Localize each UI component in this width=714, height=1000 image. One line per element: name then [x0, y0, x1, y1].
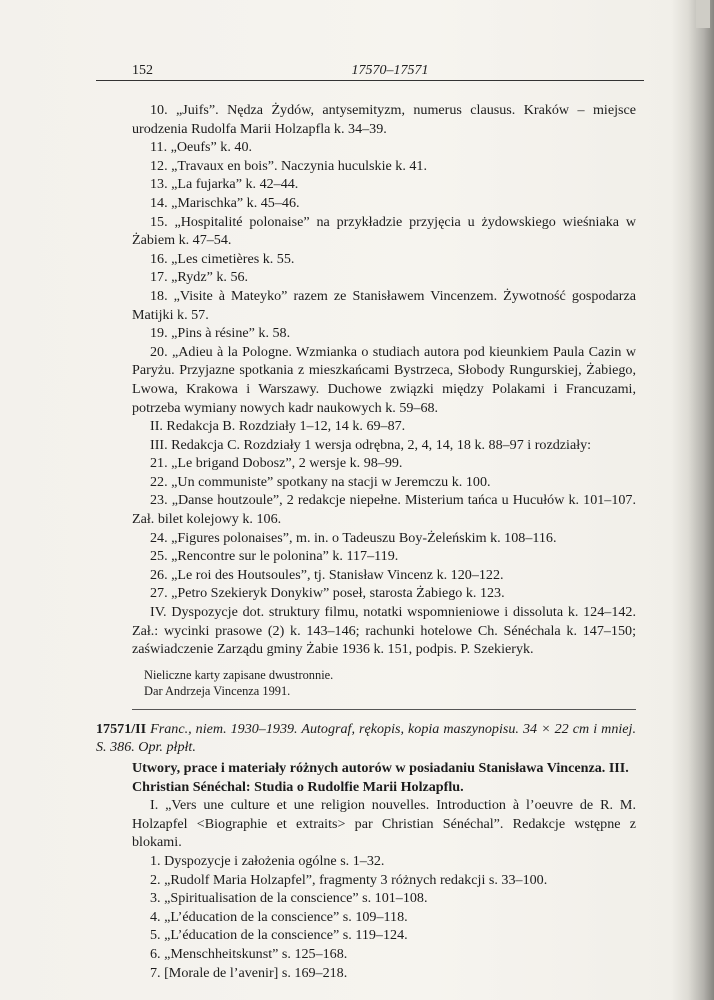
page-tab — [696, 0, 710, 28]
list-item: 22. „Un communiste” spotkany na stacji w Jeremczu k. 100. — [150, 473, 491, 490]
list-item: 16. „Les cimetières k. 55. — [150, 250, 295, 267]
list-item: 15. „Hospitalité polonaise” na przykładzie przyjęcia u żydowskiego wieśniaka w Żabiem k. 47–54. — [132, 213, 636, 249]
catalog-list-17570 — [132, 101, 636, 659]
entry-description: Franc., niem. 1930–1939. Autograf, rękopis, kopia maszynopisu. 34 × 22 cm i mniej. S. 386. Opr. płpłt. — [96, 720, 636, 756]
list-item: 23. „Danse houtzoule”, 2 redakcje niepełne. Misterium tańca u Hucułów k. 101–107. Zał. bilet kolejowy k. 106. — [132, 492, 636, 528]
notes — [144, 667, 636, 699]
list-item: 27. „Petro Szekieryk Donykiw” poseł, starosta Żabiego k. 123. — [150, 585, 505, 602]
entry-header — [96, 720, 636, 757]
entry-signature: 17571/II — [96, 720, 147, 737]
list-item: 1. Dyspozycje i założenia ogólne s. 1–32. — [150, 852, 385, 869]
document-page — [96, 58, 644, 982]
list-item: 24. „Figures polonaises”, m. in. o Tadeuszu Boy-Żeleńskim k. 108–116. — [150, 529, 557, 546]
list-item: 7. [Morale de l’avenir] s. 169–218. — [150, 964, 348, 981]
divider — [132, 709, 636, 710]
list-item: 2. „Rudolf Maria Holzapfel”, fragmenty 3 różnych redakcji s. 33–100. — [150, 871, 548, 888]
list-item: 11. „Oeufs” k. 40. — [150, 139, 253, 156]
list-item: III. Redakcja C. Rozdziały 1 wersja odrębna, 2, 4, 14, 18 k. 88–97 i rozdziały: — [150, 436, 592, 453]
catalog-list-17571 — [132, 852, 636, 982]
list-item: 21. „Le brigand Dobosz”, 2 wersje k. 98–99. — [150, 455, 403, 472]
list-item: 13. „La fujarka” k. 42–44. — [150, 176, 299, 193]
list-item: 5. „L’éducation de la conscience” s. 119–124. — [150, 927, 408, 944]
note-line: Nieliczne karty zapisane dwustronnie. — [144, 667, 334, 682]
list-item: 20. „Adieu à la Pologne. Wzmianka o studiach autora pod kieunkiem Paula Cazin w Paryżu. Przyjazne spotkania z mieszkańcami Bystrzeca, Słobody Rungurskiej, Żabiego, Lwowa, Krakowa i Warszawy. Duchowe związki między Polakami i Francuzami, potrzeba wymiany nowych kadr naukowych k. 59–68. — [132, 343, 636, 416]
signature-range: 17570–17571 — [351, 63, 429, 78]
list-item: 4. „L’éducation de la conscience” s. 109–118. — [150, 908, 408, 925]
list-item: 26. „Le roi des Houtsoules”, tj. Stanisław Vincenz k. 120–122. — [150, 566, 504, 583]
list-item: 25. „Rencontre sur le polonina” k. 117–119. — [150, 548, 399, 565]
list-item: 19. „Pins à résine” k. 58. — [150, 325, 291, 342]
catalog-body — [96, 101, 644, 982]
list-item: 18. „Visite à Mateyko” razem ze Stanisławem Vincenzem. Żywotność gospodarza Matijki k. 57. — [132, 287, 636, 323]
entry-subtitle: Christian Sénéchal: Studia o Rudolfie Marii Holzapflu. — [132, 778, 464, 795]
list-item: 14. „Marischka” k. 45–46. — [150, 194, 300, 211]
note-line: Dar Andrzeja Vincenza 1991. — [144, 683, 291, 698]
list-item: 12. „Travaux en bois”. Naczynia huculskie k. 41. — [150, 157, 427, 174]
list-item: II. Redakcja B. Rozdziały 1–12, 14 k. 69–87. — [150, 418, 406, 435]
entry-title: Utwory, prace i materiały różnych autorów w posiadaniu Stanisława Vincenza. III. — [132, 760, 629, 776]
running-header — [96, 58, 644, 81]
entry-intro: I. „Vers une culture et une religion nouvelles. Introduction à l’oeuvre de R. M. Holzapfel <Biographie et extraits> par Christian Sénéchal”. Redakcje wstępne z blokami. — [132, 797, 636, 851]
list-item: 10. „Juifs”. Nędza Żydów, antysemityzm, numerus clausus. Kraków – miejsce urodzenia Rudolfa Marii Holzapfla k. 34–39. — [132, 102, 636, 137]
page-number: 152 — [132, 63, 153, 78]
list-item: 17. „Rydz” k. 56. — [150, 269, 249, 286]
page-edge-shadow — [688, 0, 714, 1000]
list-item: 3. „Spiritualisation de la conscience” s. 101–108. — [150, 890, 428, 907]
list-item: 6. „Menschheitskunst” s. 125–168. — [150, 945, 348, 962]
list-item: IV. Dyspozycje dot. struktury filmu, notatki wspomnieniowe i dissoluta k. 124–142. Zał.: wycinki prasowe (2) k. 143–146; rachunki hotelowe Ch. Sénéchala k. 147–150; zaświadczenie Zarządu gminy Żabie 1936 k. 151, podpis. P. Szekieryk. — [132, 604, 636, 658]
